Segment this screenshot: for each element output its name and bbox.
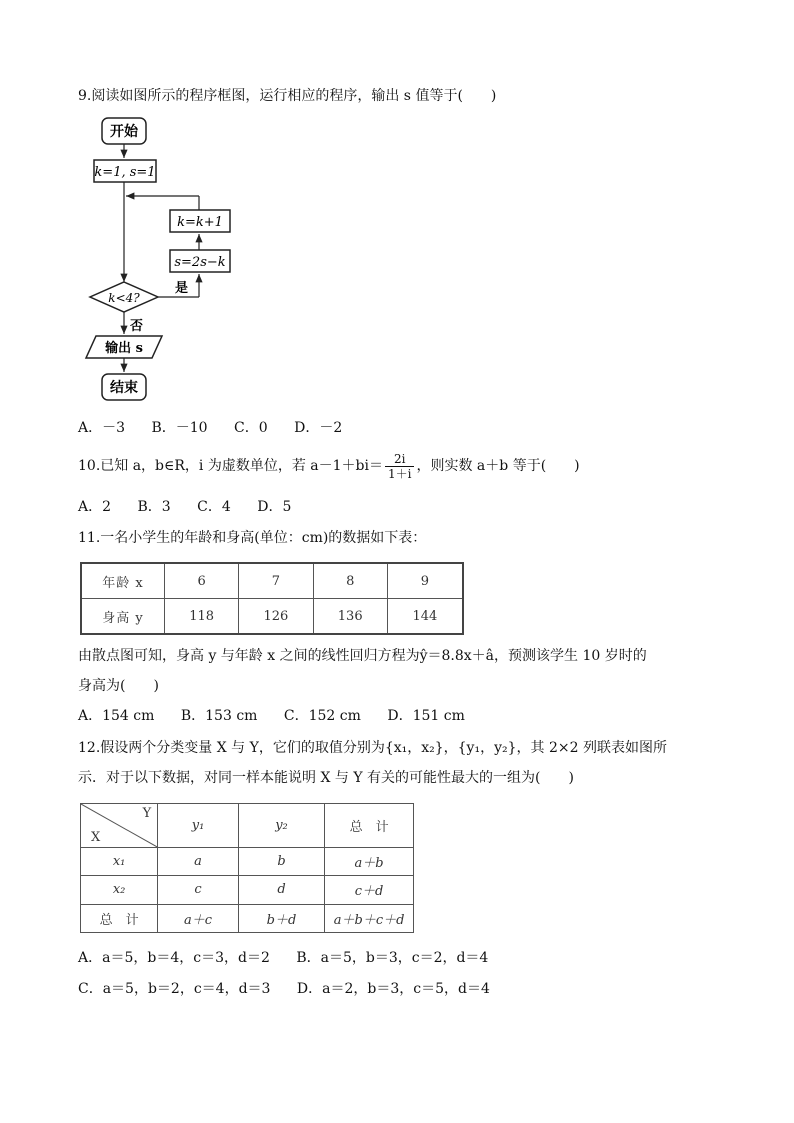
table-cell: 9: [387, 563, 463, 599]
table-cell: a＋c: [158, 904, 239, 932]
table-cell: a＋b＋c＋d: [325, 904, 414, 932]
q12-options-line1: [78, 948, 488, 968]
table-cell: b: [238, 848, 324, 876]
flow-output-text: 输出 s: [105, 341, 143, 356]
q10-option-a: A．2: [78, 499, 112, 515]
table-cell: 6: [165, 563, 239, 599]
table-header-height: 身高 y: [81, 599, 165, 635]
flow-start-text: 开始: [110, 124, 138, 140]
q9-stem: 9.阅读如图所示的程序框图，运行相应的程序，输出 s 值等于( ): [78, 88, 497, 104]
table-cell: 8: [313, 563, 387, 599]
table-cell: 136: [313, 599, 387, 635]
q10-options: [78, 497, 291, 517]
q11-option-b: B．153 cm: [180, 708, 258, 724]
q11-option-a: A．154 cm: [78, 708, 155, 724]
q12-option-c: C．a＝5，b＝2，c＝4，d＝3: [78, 981, 271, 997]
q10-stem: [78, 448, 580, 484]
q12-option-d: D．a＝2，b＝3，c＝5，d＝4: [296, 981, 490, 997]
flow-condition-text: k<4?: [108, 291, 140, 305]
table-cell: d: [238, 876, 324, 904]
table-cell: 7: [239, 563, 313, 599]
q10-frac-num: 2i: [385, 452, 414, 467]
table-cell: 126: [239, 599, 313, 635]
table-cell: b＋d: [238, 904, 324, 932]
q10-option-d: D．5: [257, 499, 292, 515]
table-col-header: 总 计: [325, 804, 414, 848]
q12-stem-line1: 12.假设两个分类变量 X 与 Y，它们的取值分别为{x₁，x₂}，{y₁，y₂}，其 2×2 列联表如图所: [78, 740, 667, 756]
table-row: [81, 904, 414, 932]
q10-option-c: C．4: [197, 499, 231, 515]
table-row: [81, 876, 414, 904]
q12-options-line2: [78, 979, 490, 999]
table-row: [81, 804, 414, 848]
corner-y-label: Y: [142, 806, 152, 821]
table-row-label: x₁: [81, 848, 158, 876]
q12-stem-line2: 示．对于以下数据，对同一样本能说明 X 与 Y 有关的可能性最大的一组为( ): [78, 770, 574, 786]
q9-option-b: B．－10: [151, 420, 208, 436]
flow-no-label: 否: [130, 319, 144, 334]
q12-option-a: A．a＝5，b＝4，c＝3，d＝2: [78, 950, 270, 966]
q10-stem-before: 10.已知 a，b∈R，i 为虚数单位，若 a－1＋bi＝: [78, 458, 383, 474]
table-cell: a: [158, 848, 239, 876]
table-cell: 144: [387, 599, 463, 635]
flow-update-s-text: s=2s−k: [174, 255, 226, 270]
table-col-header: y₁: [158, 804, 239, 848]
flow-yes-label: 是: [175, 281, 189, 296]
table-header-age: 年龄 x: [81, 563, 165, 599]
q11-stem: 11.一名小学生的年龄和身高(单位：cm)的数据如下表：: [78, 530, 427, 546]
corner-x-label: X: [91, 830, 101, 845]
q11-data-table: [80, 562, 464, 635]
q9-option-d: D．－2: [294, 420, 343, 436]
q10-stem-after: ，则实数 a＋b 等于( ): [416, 458, 580, 474]
table-row-label: x₂: [81, 876, 158, 904]
q9-options: [78, 418, 342, 438]
table-cell: c: [158, 876, 239, 904]
q11-desc-line1: 由散点图可知，身高 y 与年龄 x 之间的线性回归方程为ŷ＝8.8x＋â，预测该学生 10 岁时的: [78, 648, 647, 664]
table-row-label: 总 计: [81, 904, 158, 932]
q9-option-a: A．－3: [78, 420, 126, 436]
table-corner-cell: [81, 804, 158, 848]
q11-option-d: D．151 cm: [387, 708, 465, 724]
table-row: [81, 599, 463, 635]
table-row: [81, 563, 463, 599]
q11-options: [78, 706, 465, 726]
flow-end-text: 结束: [110, 380, 138, 396]
q10-option-b: B．3: [137, 499, 171, 515]
q9-option-c: C．0: [234, 420, 268, 436]
q10-fraction: [385, 452, 414, 481]
table-col-header: y₂: [238, 804, 324, 848]
flow-init-text: k=1, s=1: [94, 165, 156, 180]
table-cell: c＋d: [325, 876, 414, 904]
q11-option-c: C．152 cm: [283, 708, 361, 724]
flow-update-k-text: k=k+1: [177, 215, 223, 230]
q9-flowchart: [80, 114, 280, 404]
table-cell: 118: [165, 599, 239, 635]
table-row: [81, 848, 414, 876]
q12-option-b: B．a＝5，b＝3，c＝2，d＝4: [296, 950, 489, 966]
q12-contingency-table: [80, 803, 414, 933]
table-cell: a＋b: [325, 848, 414, 876]
q11-desc-line2: 身高为( ): [78, 678, 159, 694]
q10-frac-den: 1＋i: [388, 466, 412, 481]
